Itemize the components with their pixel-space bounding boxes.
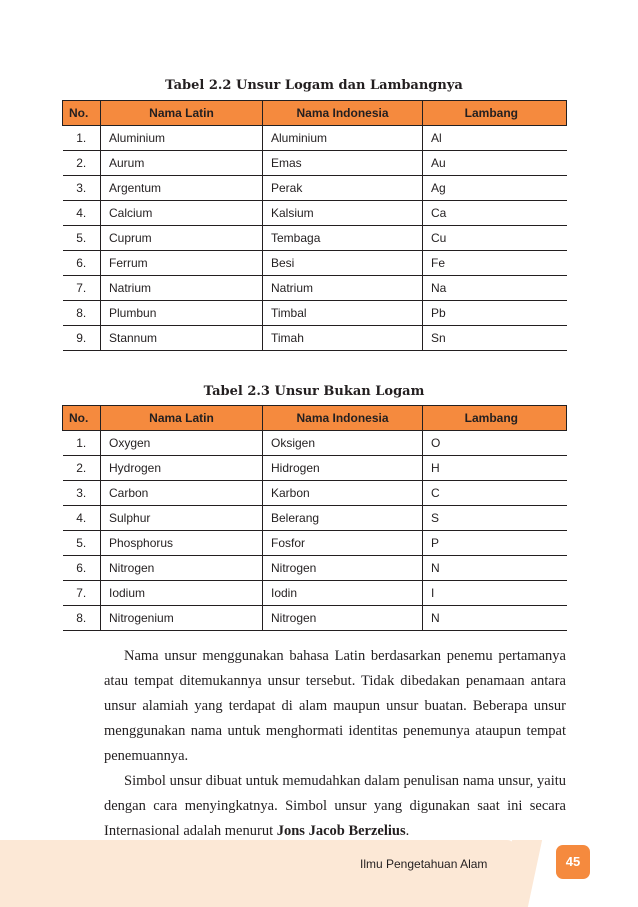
cell-nama-latin: Natrium [101,276,263,301]
cell-nama-latin: Aluminium [101,126,263,151]
cell-no: 4. [63,201,101,226]
cell-lambang: C [423,481,567,506]
cell-nama-indonesia: Natrium [263,276,423,301]
cell-lambang: Au [423,151,567,176]
cell-nama-latin: Plumbun [101,301,263,326]
header-lambang: Lambang [423,406,567,431]
cell-no: 3. [63,481,101,506]
metal-elements-table [62,100,567,351]
table-row [63,481,567,506]
paragraph-2-start: Simbol unsur dibuat untuk memudahkan dalam penulisan nama unsur, yaitu dengan cara menyingkatnya. Simbol unsur yang digunakan saat ini secara Internasional adalah menurut [104,773,566,839]
nonmetal-elements-table [62,405,567,631]
table-row [63,581,567,606]
cell-lambang: P [423,531,567,556]
cell-no: 1. [63,431,101,456]
table-row [63,251,567,276]
cell-no: 7. [63,581,101,606]
header-no: No. [63,406,101,431]
cell-no: 1. [63,126,101,151]
cell-nama-latin: Nitrogen [101,556,263,581]
page-number: 45 [556,845,590,879]
cell-no: 5. [63,531,101,556]
cell-lambang: H [423,456,567,481]
cell-no: 6. [63,251,101,276]
cell-lambang: Pb [423,301,567,326]
table-row [63,151,567,176]
cell-nama-indonesia: Belerang [263,506,423,531]
cell-no: 3. [63,176,101,201]
cell-nama-indonesia: Tembaga [263,226,423,251]
header-no: No. [63,101,101,126]
cell-lambang: S [423,506,567,531]
cell-nama-indonesia: Kalsium [263,201,423,226]
header-lambang: Lambang [423,101,567,126]
paragraph-1: Nama unsur menggunakan bahasa Latin berdasarkan penemu pertamanya atau tempat ditemukannya unsur tersebut. Tidak dibedakan penamaan antara unsur alamiah yang terdapat di alam maupun unsur buatan. Beberapa unsur menggunakan nama untuk menghormati identitas penemunya ataupun tempat penemuannya. [104,648,566,764]
cell-nama-indonesia: Hidrogen [263,456,423,481]
cell-nama-latin: Nitrogenium [101,606,263,631]
cell-lambang: O [423,431,567,456]
cell-nama-latin: Oxygen [101,431,263,456]
table-header-row [63,406,567,431]
table1-caption: Tabel 2.2 Unsur Logam dan Lambangnya [165,78,463,93]
cell-no: 6. [63,556,101,581]
cell-lambang: Cu [423,226,567,251]
cell-nama-indonesia: Iodin [263,581,423,606]
cell-no: 2. [63,456,101,481]
berzelius-name: Jons Jacob Berzelius [276,823,406,839]
cell-nama-latin: Hydrogen [101,456,263,481]
cell-nama-latin: Aurum [101,151,263,176]
cell-lambang: Sn [423,326,567,351]
cell-lambang: I [423,581,567,606]
cell-nama-indonesia: Perak [263,176,423,201]
cell-nama-latin: Ferrum [101,251,263,276]
table-row [63,276,567,301]
table-row [63,201,567,226]
cell-lambang: N [423,606,567,631]
paragraph-2 [104,769,566,844]
cell-no: 9. [63,326,101,351]
cell-nama-latin: Stannum [101,326,263,351]
table-row [63,506,567,531]
header-nama-indonesia: Nama Indonesia [263,406,423,431]
cell-nama-latin: Iodium [101,581,263,606]
paragraph-2-end: . [405,823,410,839]
cell-nama-latin: Phosphorus [101,531,263,556]
cell-no: 8. [63,301,101,326]
table-row [63,176,567,201]
cell-nama-indonesia: Karbon [263,481,423,506]
cell-nama-indonesia: Nitrogen [263,556,423,581]
cell-lambang: Ca [423,201,567,226]
cell-lambang: Al [423,126,567,151]
table-row [63,326,567,351]
table2-caption: Tabel 2.3 Unsur Bukan Logam [203,384,425,399]
cell-no: 2. [63,151,101,176]
table-row [63,456,567,481]
table-row [63,556,567,581]
body-text [104,644,566,844]
cell-no: 8. [63,606,101,631]
cell-lambang: N [423,556,567,581]
table-row [63,606,567,631]
cell-nama-latin: Argentum [101,176,263,201]
cell-nama-indonesia: Nitrogen [263,606,423,631]
table-row [63,301,567,326]
cell-nama-indonesia: Oksigen [263,431,423,456]
cell-nama-indonesia: Besi [263,251,423,276]
cell-nama-indonesia: Emas [263,151,423,176]
header-nama-indonesia: Nama Indonesia [263,101,423,126]
cell-lambang: Na [423,276,567,301]
table-row [63,531,567,556]
cell-nama-indonesia: Timah [263,326,423,351]
cell-nama-latin: Calcium [101,201,263,226]
header-nama-latin: Nama Latin [101,406,263,431]
cell-no: 5. [63,226,101,251]
table-row [63,126,567,151]
cell-nama-latin: Sulphur [101,506,263,531]
footer-subject: Ilmu Pengetahuan Alam [360,857,488,871]
cell-lambang: Fe [423,251,567,276]
footer-band [0,840,515,907]
cell-nama-indonesia: Timbal [263,301,423,326]
cell-no: 7. [63,276,101,301]
cell-nama-indonesia: Aluminium [263,126,423,151]
table1-body [63,126,567,351]
cell-nama-indonesia: Fosfor [263,531,423,556]
table-row [63,431,567,456]
header-nama-latin: Nama Latin [101,101,263,126]
cell-nama-latin: Carbon [101,481,263,506]
table-header-row [63,101,567,126]
cell-lambang: Ag [423,176,567,201]
cell-no: 4. [63,506,101,531]
cell-nama-latin: Cuprum [101,226,263,251]
table-row [63,226,567,251]
table2-body [63,431,567,631]
